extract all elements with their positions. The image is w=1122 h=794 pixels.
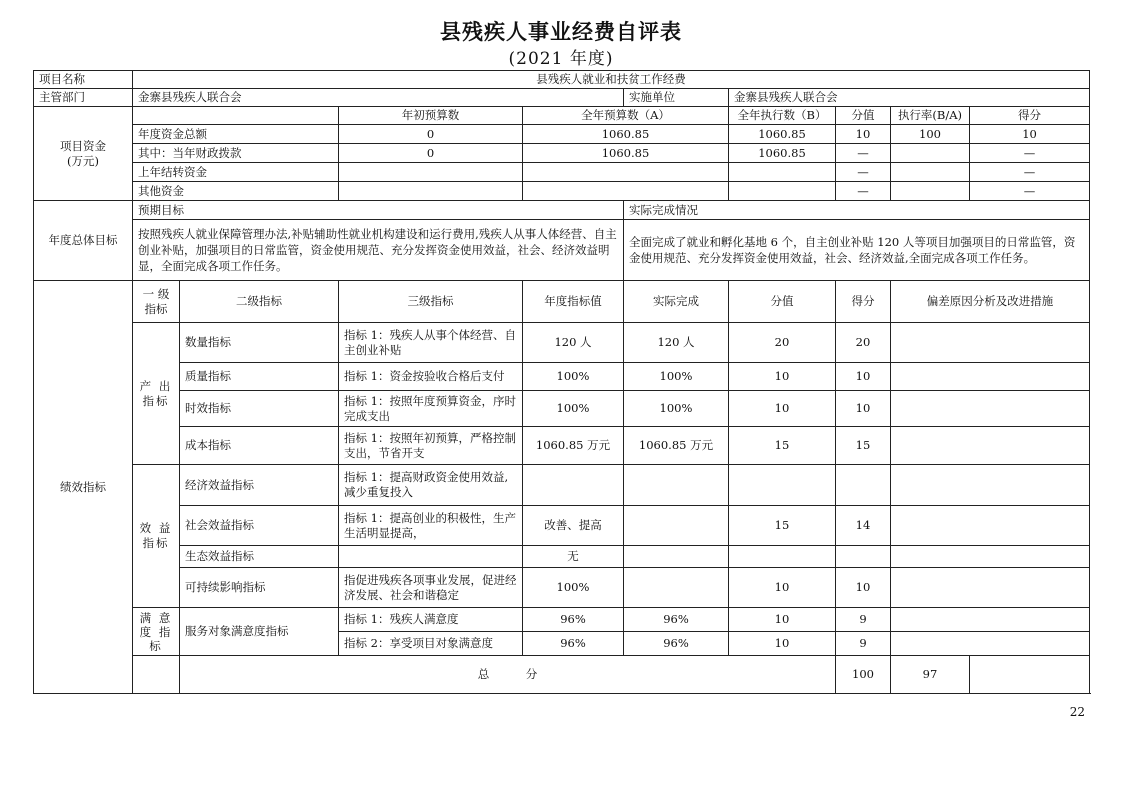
funds-row-annual — [523, 163, 729, 182]
level3-indicator — [339, 546, 523, 568]
funds-row-executed — [729, 163, 836, 182]
total-score: 97 — [891, 656, 970, 694]
deviation-note — [891, 608, 1090, 632]
deviation-note — [891, 427, 1090, 465]
page-number: 22 — [1069, 705, 1085, 719]
funds-row-score-value: — — [836, 182, 891, 201]
funds-row-initial: 0 — [339, 125, 523, 144]
page-subtitle: (2021 年度) — [508, 49, 614, 69]
actual-value: 96% — [624, 608, 729, 632]
funds-row-name: 上年结转资金 — [133, 163, 339, 182]
score-value: 10 — [729, 608, 836, 632]
expected-goal-label: 预期目标 — [133, 201, 624, 220]
target-value: 100% — [523, 363, 624, 391]
target-value: 改善、提高 — [523, 506, 624, 546]
actual-value: 1060.85 万元 — [624, 427, 729, 465]
score: 10 — [836, 391, 891, 427]
deviation-note — [891, 391, 1090, 427]
score-value: 15 — [729, 506, 836, 546]
implementing-unit-label: 实施单位 — [624, 89, 729, 107]
perf-header-target: 年度指标值 — [523, 281, 624, 323]
deviation-note — [891, 363, 1090, 391]
funds-label: 项目资金 (万元) — [34, 107, 133, 201]
deviation-note — [891, 323, 1090, 363]
goals-label: 年度总体目标 — [34, 201, 133, 281]
target-value: 100% — [523, 391, 624, 427]
performance-row — [34, 363, 1090, 391]
level2-indicator: 成本指标 — [180, 427, 339, 465]
actual-completion-text: 全面完成了就业和孵化基地 6 个，自主创业补贴 120 人等项目加强项目的日常监管，资金使用规范、充分发挥资金使用效益，社会、经济效益,全面完成各项工作任务。 — [624, 220, 1090, 281]
target-value: 100% — [523, 568, 624, 608]
perf-header-deviation: 偏差原因分析及改进措施 — [891, 281, 1090, 323]
deviation-note — [891, 465, 1090, 506]
performance-row — [34, 506, 1090, 546]
funds-row-score: — — [970, 163, 1090, 182]
funds-row-name: 年度资金总额 — [133, 125, 339, 144]
perf-header-level1: 一 级 指标 — [133, 281, 180, 323]
target-value: 无 — [523, 546, 624, 568]
funds-row-executed — [729, 182, 836, 201]
performance-row — [34, 323, 1090, 363]
performance-row — [34, 608, 1090, 632]
score-value: 10 — [729, 391, 836, 427]
level2-indicator: 可持续影响指标 — [180, 568, 339, 608]
level3-indicator: 指标 2：享受项目对象满意度 — [339, 632, 523, 656]
funds-row-initial — [339, 182, 523, 201]
level2-indicator: 服务对象满意度指标 — [180, 608, 339, 656]
funds-header-row — [34, 107, 1090, 125]
performance-row — [34, 546, 1090, 568]
score-value: 10 — [729, 363, 836, 391]
funds-row — [34, 163, 1090, 182]
project-name-label: 项目名称 — [34, 71, 133, 89]
actual-completion-label: 实际完成情况 — [624, 201, 1090, 220]
total-note — [970, 656, 1090, 694]
funds-row-score: 10 — [970, 125, 1090, 144]
level3-indicator: 指促进残疾各项事业发展，促进经济发展、社会和谐稳定 — [339, 568, 523, 608]
score-value: 15 — [729, 427, 836, 465]
score-value: 20 — [729, 323, 836, 363]
level2-indicator: 时效指标 — [180, 391, 339, 427]
funds-row-name: 其中：当年财政拨款 — [133, 144, 339, 163]
funds-row-annual: 1060.85 — [523, 144, 729, 163]
funds-header-annual: 全年预算数（A） — [523, 107, 729, 125]
funds-row-rate — [891, 144, 970, 163]
project-name-row — [34, 71, 1090, 89]
performance-row — [34, 568, 1090, 608]
funds-row-score-value: — — [836, 163, 891, 182]
performance-label: 绩效指标 — [34, 281, 133, 694]
funds-row-rate — [891, 163, 970, 182]
goals-text-row — [34, 220, 1090, 281]
department-value: 金寨县残疾人联合会 — [133, 89, 624, 107]
deviation-note — [891, 568, 1090, 608]
target-value: 96% — [523, 608, 624, 632]
level2-indicator: 质量指标 — [180, 363, 339, 391]
perf-header-score: 得分 — [836, 281, 891, 323]
score: 15 — [836, 427, 891, 465]
implementing-unit-value: 金寨县残疾人联合会 — [729, 89, 1090, 107]
level3-indicator: 指标 1：提高创业的积极性，生产生活明显提高， — [339, 506, 523, 546]
funds-row — [34, 144, 1090, 163]
funds-row-score: — — [970, 144, 1090, 163]
funds-header-rate: 执行率(B/A) — [891, 107, 970, 125]
score: 9 — [836, 608, 891, 632]
expected-goal-text: 按照残疾人就业保障管理办法,补贴辅助性就业机构建设和运行费用,残疾人从事人体经营、自主创业补贴，加强项目的日常监管，资金使用规范、充分发挥资金使用效益，社会、经济效益明显，全面完成各项工作任务。 — [133, 220, 624, 281]
score-value: 10 — [729, 632, 836, 656]
department-row — [34, 89, 1090, 107]
perf-header-level2: 二级指标 — [180, 281, 339, 323]
actual-value — [624, 506, 729, 546]
performance-header-row — [34, 281, 1090, 323]
evaluation-table — [33, 70, 1090, 694]
actual-value: 100% — [624, 363, 729, 391]
score-value — [729, 546, 836, 568]
target-value: 1060.85 万元 — [523, 427, 624, 465]
performance-row — [34, 427, 1090, 465]
deviation-note — [891, 506, 1090, 546]
funds-header-score-value: 分值 — [836, 107, 891, 125]
score: 14 — [836, 506, 891, 546]
level3-indicator: 指标 1：残疾人满意度 — [339, 608, 523, 632]
funds-row-annual: 1060.85 — [523, 125, 729, 144]
funds-row-score-value: — — [836, 144, 891, 163]
funds-header-score: 得分 — [970, 107, 1090, 125]
perf-header-level3: 三级指标 — [339, 281, 523, 323]
funds-row-score-value: 10 — [836, 125, 891, 144]
funds-header-initial: 年初预算数 — [339, 107, 523, 125]
funds-row-rate: 100 — [891, 125, 970, 144]
score: 10 — [836, 568, 891, 608]
actual-value — [624, 546, 729, 568]
funds-row-score: — — [970, 182, 1090, 201]
output-group-label: 产 出 指标 — [133, 323, 180, 465]
level2-indicator: 社会效益指标 — [180, 506, 339, 546]
total-score-value: 100 — [836, 656, 891, 694]
actual-value — [624, 568, 729, 608]
funds-row — [34, 182, 1090, 201]
level2-indicator: 生态效益指标 — [180, 546, 339, 568]
score: 10 — [836, 363, 891, 391]
funds-row-annual — [523, 182, 729, 201]
level2-indicator: 经济效益指标 — [180, 465, 339, 506]
level3-indicator: 指标 1：残疾人从事个体经营、自主创业补贴 — [339, 323, 523, 363]
target-value — [523, 465, 624, 506]
actual-value — [624, 465, 729, 506]
funds-row-initial — [339, 163, 523, 182]
perf-header-actual: 实际完成 — [624, 281, 729, 323]
funds-row-executed: 1060.85 — [729, 125, 836, 144]
level3-indicator: 指标 1：提高财政资金使用效益,减少重复投入 — [339, 465, 523, 506]
benefit-group-label: 效 益 指标 — [133, 465, 180, 608]
total-label: 总 分 — [180, 656, 836, 694]
funds-row — [34, 125, 1090, 144]
score-value — [729, 465, 836, 506]
score — [836, 465, 891, 506]
performance-row — [34, 465, 1090, 506]
level3-indicator: 指标 1：按照年初预算，严格控制支出，节省开支 — [339, 427, 523, 465]
funds-header-blank — [133, 107, 339, 125]
satisfaction-group-label: 满 意 度 指 标 — [133, 608, 180, 656]
score-value: 10 — [729, 568, 836, 608]
level2-indicator: 数量指标 — [180, 323, 339, 363]
total-row — [34, 656, 1090, 694]
perf-header-score-value: 分值 — [729, 281, 836, 323]
target-value: 120 人 — [523, 323, 624, 363]
funds-row-rate — [891, 182, 970, 201]
actual-value: 120 人 — [624, 323, 729, 363]
level3-indicator: 指标 1：按照年度预算资金，序时完成支出 — [339, 391, 523, 427]
funds-row-name: 其他资金 — [133, 182, 339, 201]
deviation-note — [891, 632, 1090, 656]
score: 9 — [836, 632, 891, 656]
goals-header-row — [34, 201, 1090, 220]
deviation-note — [891, 546, 1090, 568]
score: 20 — [836, 323, 891, 363]
page-title: 县残疾人事业经费自评表 — [440, 19, 682, 44]
funds-row-initial: 0 — [339, 144, 523, 163]
actual-value: 96% — [624, 632, 729, 656]
target-value: 96% — [523, 632, 624, 656]
department-label: 主管部门 — [34, 89, 133, 107]
actual-value: 100% — [624, 391, 729, 427]
funds-row-executed: 1060.85 — [729, 144, 836, 163]
level3-indicator: 指标 1：资金按验收合格后支付 — [339, 363, 523, 391]
project-name-value: 县残疾人就业和扶贫工作经费 — [133, 71, 1090, 89]
funds-header-executed: 全年执行数（B） — [729, 107, 836, 125]
total-blank — [133, 656, 180, 694]
score — [836, 546, 891, 568]
performance-row — [34, 391, 1090, 427]
